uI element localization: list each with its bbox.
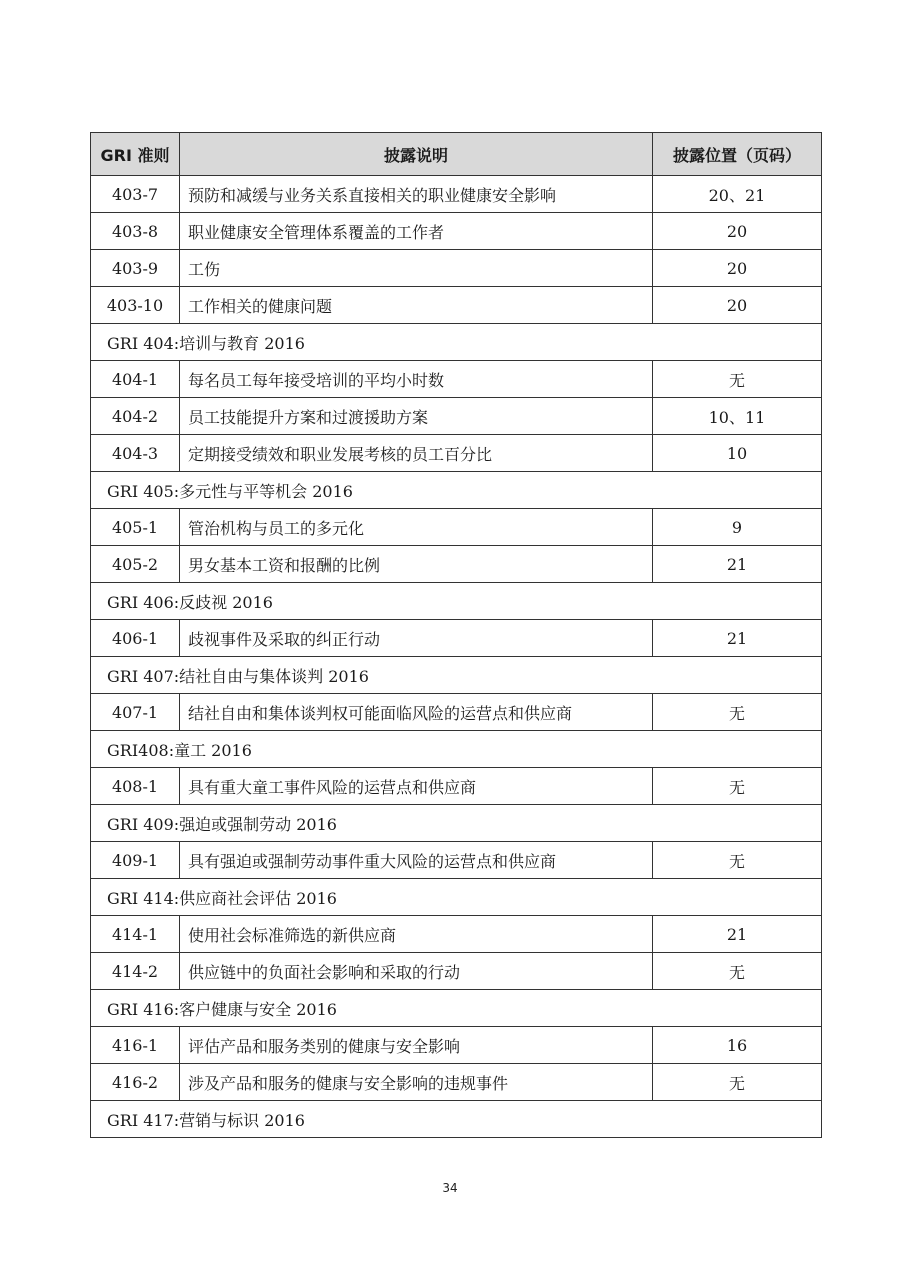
table-row [91,694,822,731]
table-header-row [91,133,822,176]
table-row [91,213,822,250]
disclosure-description: 管治机构与员工的多元化 [180,509,653,546]
table-row [91,1064,822,1101]
disclosure-description: 预防和减缓与业务关系直接相关的职业健康安全影响 [180,176,653,213]
section-title: GRI 416:客户健康与安全 2016 [91,990,822,1027]
table-row [91,176,822,213]
disclosure-description: 每名员工每年接受培训的平均小时数 [180,361,653,398]
disclosure-page: 16 [653,1027,822,1064]
disclosure-description: 歧视事件及采取的纠正行动 [180,620,653,657]
disclosure-description: 供应链中的负面社会影响和采取的行动 [180,953,653,990]
disclosure-page: 无 [653,842,822,879]
table-row [91,620,822,657]
disclosure-page: 20 [653,250,822,287]
disclosure-code: 416-1 [91,1027,180,1064]
section-row [91,657,822,694]
disclosure-page: 20 [653,213,822,250]
disclosure-code: 403-7 [91,176,180,213]
disclosure-description: 具有重大童工事件风险的运营点和供应商 [180,768,653,805]
disclosure-code: 414-1 [91,916,180,953]
disclosure-code: 414-2 [91,953,180,990]
table-row [91,953,822,990]
section-title: GRI 404:培训与教育 2016 [91,324,822,361]
disclosure-description: 职业健康安全管理体系覆盖的工作者 [180,213,653,250]
table-row [91,546,822,583]
section-row [91,324,822,361]
disclosure-code: 407-1 [91,694,180,731]
disclosure-code: 406-1 [91,620,180,657]
gri-index-table [90,132,822,1138]
disclosure-code: 403-9 [91,250,180,287]
section-row [91,990,822,1027]
page-number: 34 [442,1181,458,1195]
section-row [91,583,822,620]
disclosure-code: 403-8 [91,213,180,250]
disclosure-code: 409-1 [91,842,180,879]
disclosure-page: 21 [653,546,822,583]
disclosure-page: 20 [653,287,822,324]
section-title: GRI408:童工 2016 [91,731,822,768]
table-body [91,176,822,1138]
disclosure-description: 男女基本工资和报酬的比例 [180,546,653,583]
disclosure-description: 使用社会标准筛选的新供应商 [180,916,653,953]
table-row [91,287,822,324]
disclosure-code: 404-3 [91,435,180,472]
table-row [91,916,822,953]
table-row [91,842,822,879]
disclosure-page: 无 [653,694,822,731]
disclosure-description: 结社自由和集体谈判权可能面临风险的运营点和供应商 [180,694,653,731]
disclosure-page: 21 [653,620,822,657]
column-header-gri-standard: GRI 准则 [91,133,180,176]
section-title: GRI 417:营销与标识 2016 [91,1101,822,1138]
section-title: GRI 414:供应商社会评估 2016 [91,879,822,916]
section-row [91,879,822,916]
table-row [91,250,822,287]
disclosure-description: 具有强迫或强制劳动事件重大风险的运营点和供应商 [180,842,653,879]
table-row [91,509,822,546]
disclosure-description: 工作相关的健康问题 [180,287,653,324]
disclosure-code: 403-10 [91,287,180,324]
section-row [91,1101,822,1138]
disclosure-code: 405-2 [91,546,180,583]
table-row [91,361,822,398]
disclosure-page: 10 [653,435,822,472]
disclosure-page: 无 [653,361,822,398]
disclosure-code: 405-1 [91,509,180,546]
disclosure-page: 9 [653,509,822,546]
disclosure-page: 无 [653,1064,822,1101]
section-title: GRI 406:反歧视 2016 [91,583,822,620]
section-row [91,805,822,842]
section-title: GRI 407:结社自由与集体谈判 2016 [91,657,822,694]
disclosure-code: 404-1 [91,361,180,398]
disclosure-page: 无 [653,953,822,990]
disclosure-description: 评估产品和服务类别的健康与安全影响 [180,1027,653,1064]
table-row [91,768,822,805]
column-header-disclosure: 披露说明 [180,133,653,176]
table-row [91,398,822,435]
section-title: GRI 405:多元性与平等机会 2016 [91,472,822,509]
disclosure-page: 10、11 [653,398,822,435]
section-row [91,731,822,768]
disclosure-code: 408-1 [91,768,180,805]
disclosure-description: 涉及产品和服务的健康与安全影响的违规事件 [180,1064,653,1101]
disclosure-code: 404-2 [91,398,180,435]
disclosure-page: 20、21 [653,176,822,213]
table-row [91,1027,822,1064]
disclosure-description: 员工技能提升方案和过渡援助方案 [180,398,653,435]
section-row [91,472,822,509]
disclosure-page: 无 [653,768,822,805]
disclosure-description: 定期接受绩效和职业发展考核的员工百分比 [180,435,653,472]
disclosure-page: 21 [653,916,822,953]
section-title: GRI 409:强迫或强制劳动 2016 [91,805,822,842]
disclosure-description: 工伤 [180,250,653,287]
table-row [91,435,822,472]
column-header-page-location: 披露位置（页码） [653,133,822,176]
disclosure-code: 416-2 [91,1064,180,1101]
